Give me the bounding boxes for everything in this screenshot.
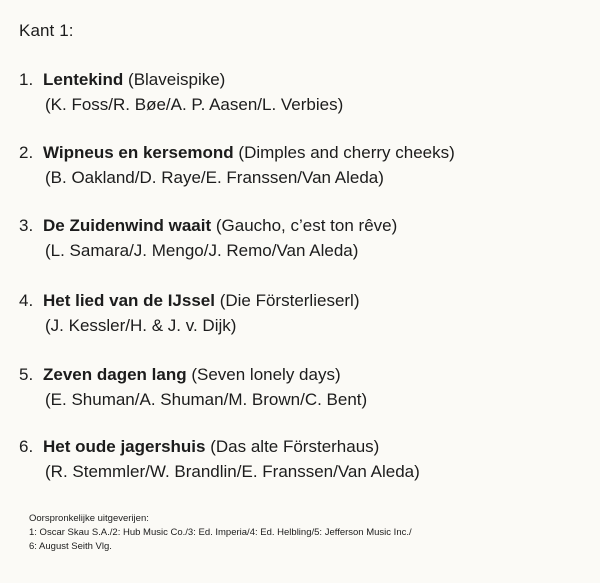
track-item [19,215,397,262]
track-writers: (K. Foss/R. Bøe/A. P. Aasen/L. Verbies) [45,95,344,114]
track-item [19,364,367,411]
track-title: Zeven dagen lang [43,365,187,384]
track-item [19,436,420,483]
track-writers: (R. Stemmler/W. Brandlin/E. Franssen/Van Aleda) [45,462,420,481]
side-heading: Kant 1: [19,21,74,40]
track-title: Het lied van de IJssel [43,291,215,310]
publisher-credits [29,512,412,554]
track-item [19,142,455,189]
track-writers: (E. Shuman/A. Shuman/M. Brown/C. Bent) [45,390,368,409]
track-item [19,290,360,337]
track-title: Wipneus en kersemond [43,143,234,162]
track-original-title: (Gaucho, c’est ton rêve) [215,216,398,235]
publisher-heading: Oorspronkelijke uitgeverijen: [29,513,149,524]
track-original-title: (Das alte Försterhaus) [210,437,380,456]
track-writers: (J. Kessler/H. & J. v. Dijk) [45,316,237,335]
track-number: 5. [19,365,34,384]
track-original-title: (Die Försterlieserl) [219,291,360,310]
publisher-line: 1: Oscar Skau S.A./2: Hub Music Co./3: Ed. Imperia/4: Ed. Helbling/5: Jefferson Music Inc./ [29,527,412,538]
track-title: Lentekind [43,70,124,89]
track-title: De Zuidenwind waait [43,216,212,235]
track-number: 6. [19,437,34,456]
track-original-title: (Seven lonely days) [191,365,341,384]
track-title: Het oude jagershuis [43,437,206,456]
track-original-title: (Dimples and cherry cheeks) [238,143,455,162]
track-number: 1. [19,70,34,89]
track-number: 2. [19,143,34,162]
track-number: 4. [19,291,34,310]
track-writers: (B. Oakland/D. Raye/E. Franssen/Van Aleda) [45,168,384,187]
track-original-title: (Blaveispike) [128,70,226,89]
track-number: 3. [19,216,34,235]
track-writers: (L. Samara/J. Mengo/J. Remo/Van Aleda) [45,241,359,260]
track-item [19,69,343,116]
publisher-line: 6: August Seith Vlg. [29,541,112,552]
